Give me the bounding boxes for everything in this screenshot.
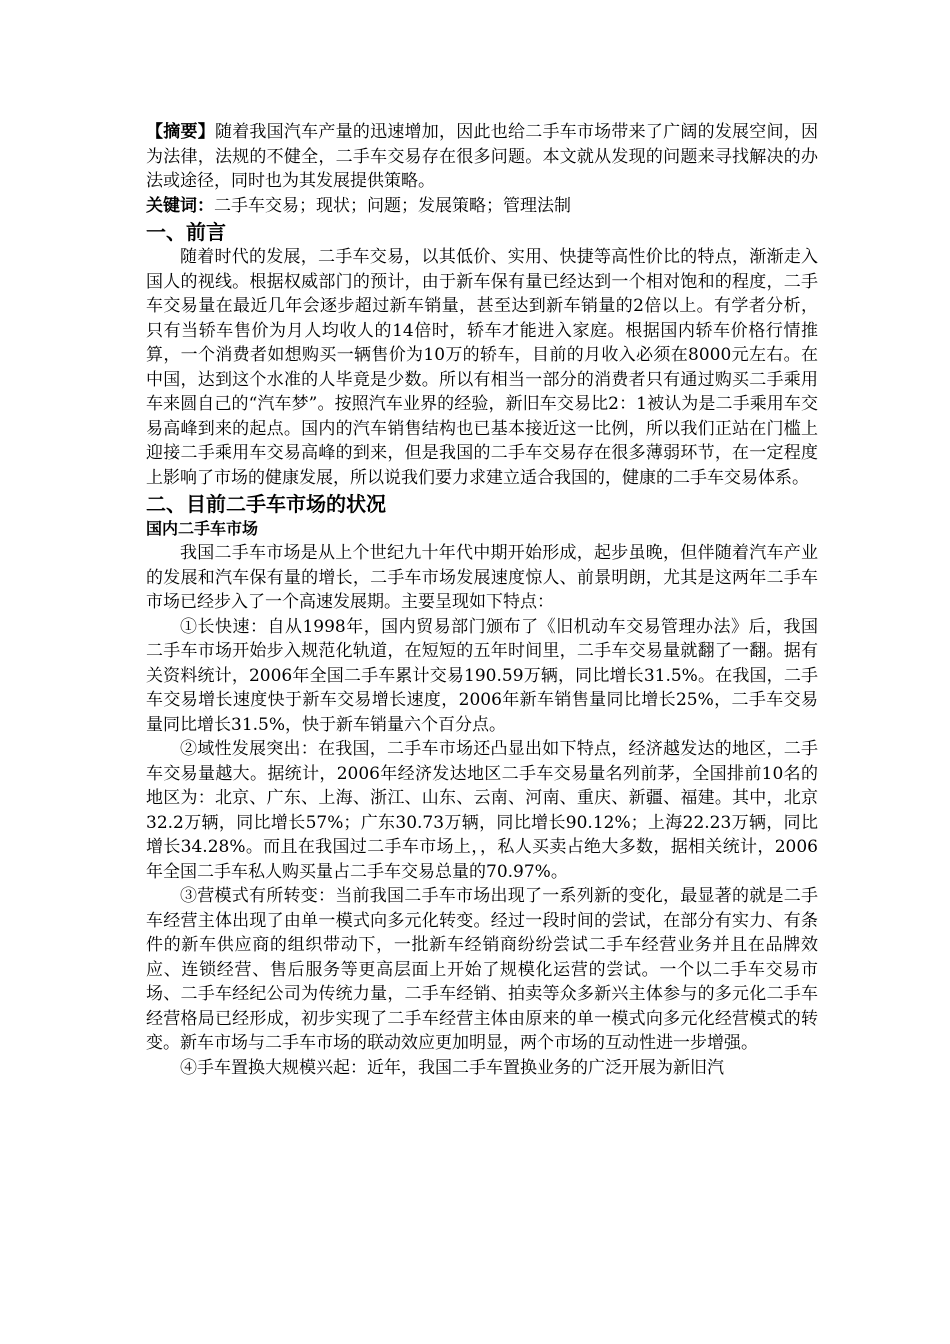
keywords-text: 二手车交易；现状；问题；发展策略；管理法制: [214, 195, 571, 216]
section-heading-market-status: 二、目前二手车市场的状况: [146, 492, 386, 516]
market-intro-paragraph: 我国二手车市场是从上个世纪九十年代中期开始形成，起步虽晚，但伴随着汽车产业的发展和汽车保有量的增长，二手车市场发展速度惊人、前景明朗，尤其是这两年二手车市场已经步入了一个高速发展期。主要呈现如下特点：: [146, 543, 818, 612]
abstract-label: 【摘要】: [146, 122, 215, 142]
keywords-paragraph: [146, 194, 818, 219]
abstract-paragraph: [146, 120, 818, 194]
preface-paragraph: 随着时代的发展，二手车交易，以其低价、实用、快捷等高性价比的特点，渐渐走入国人的视线。根据权威部门的预计，由于新车保有量已经达到一个相对饱和的程度，二手车交易量在最近几年会逐步超过新车销量，甚至达到新车销量的2倍以上。有学者分析，只有当轿车售价为月人均收人的14倍时，轿车才能进入家庭。根据国内轿车价格行情推算，一个消费者如想购买一辆售价为10万的轿车，目前的月收入必须在8000元左右。在中国，达到这个水准的人毕竟是少数。所以有相当一部分的消费者只有通过购买二手乘用车来圆自己的“汽车梦”。按照汽车业界的经验，新旧车交易比2：1被认为是二手乘用车交易高峰到来的起点。国内的汽车销售结构也已基本接近这一比例，所以我们正站在门槛上迎接二手乘用车交易高峰的到来，但是我国的二手车交易存在很多薄弱环节，在一定程度上影响了市场的健康发展，所以说我们要力求建立适合我国的，健康的二手车交易体系。: [146, 247, 818, 488]
document-page: [146, 120, 818, 1080]
feature-regional-paragraph: ②域性发展突出：在我国，二手车市场还凸显出如下特点，经济越发达的地区，二手车交易量越大。据统计，2006年经济发达地区二手车交易量名列前茅，全国排前10名的地区为：北京、广东、上海、浙江、山东、云南、河南、重庆、新疆、福建。其中，北京32.2万辆，同比增长57%；广东30.73万辆，同比增长90.12%；上海22.23万辆，同比增长34.28%。而且在我国过二手车市场上，，私人买卖占绝大多数，据相关统计，2006年全国二手车私人购买量占二手车交易总量的70.97%。: [146, 739, 818, 882]
keywords-label: 关键词：: [146, 195, 214, 216]
feature-growth-paragraph: ①长快速：自从1998年，国内贸易部门颁布了《旧机动车交易管理办法》后，我国二手车市场开始步入规范化轨道，在短短的五年时间里，二手车交易量就翻了一翻。据有关资料统计，2006年全国二手车累计交易190.59万辆，同比增长31.5%。在我国，二手车交易增长速度快于新车交易增长速度，2006年新车销售量同比增长25%，二手车交易量同比增长31.5%，快于新车销量六个百分点。: [146, 616, 818, 735]
feature-replacement-paragraph: ④手车置换大规模兴起：近年，我国二手车置换业务的广泛开展为新旧汽: [180, 1057, 724, 1078]
subheading-domestic-market: 国内二手车市场: [146, 519, 259, 538]
abstract-text: 随着我国汽车产量的迅速增加，因此也给二手车市场带来了广阔的发展空间，因为法律，法规的不健全，二手车交易存在很多问题。本文就从发现的问题来寻找解决的办法或途径，同时也为其发展提供策略。: [146, 122, 819, 191]
feature-business-model-paragraph: ③营模式有所转变：当前我国二手车市场出现了一系列新的变化，最显著的就是二手车经营主体出现了由单一模式向多元化转变。经过一段时间的尝试，在部分有实力、有条件的新车供应商的组织带动下，一批新车经销商纷纷尝试二手车经营业务并且在品牌效应、连锁经营、售后服务等更高层面上开始了规模化运营的尝试。一个以二手车交易市场、二手车经纪公司为传统力量，二手车经销、拍卖等众多新兴主体参与的多元化二手车经营格局已经形成，初步实现了二手车经营主体由原来的单一模式向多元化经营模式的转变。新车市场与二手车市场的联动效应更加明显，两个市场的互动性进一步增强。: [146, 886, 818, 1053]
section-heading-preface: 一、前言: [146, 220, 226, 244]
